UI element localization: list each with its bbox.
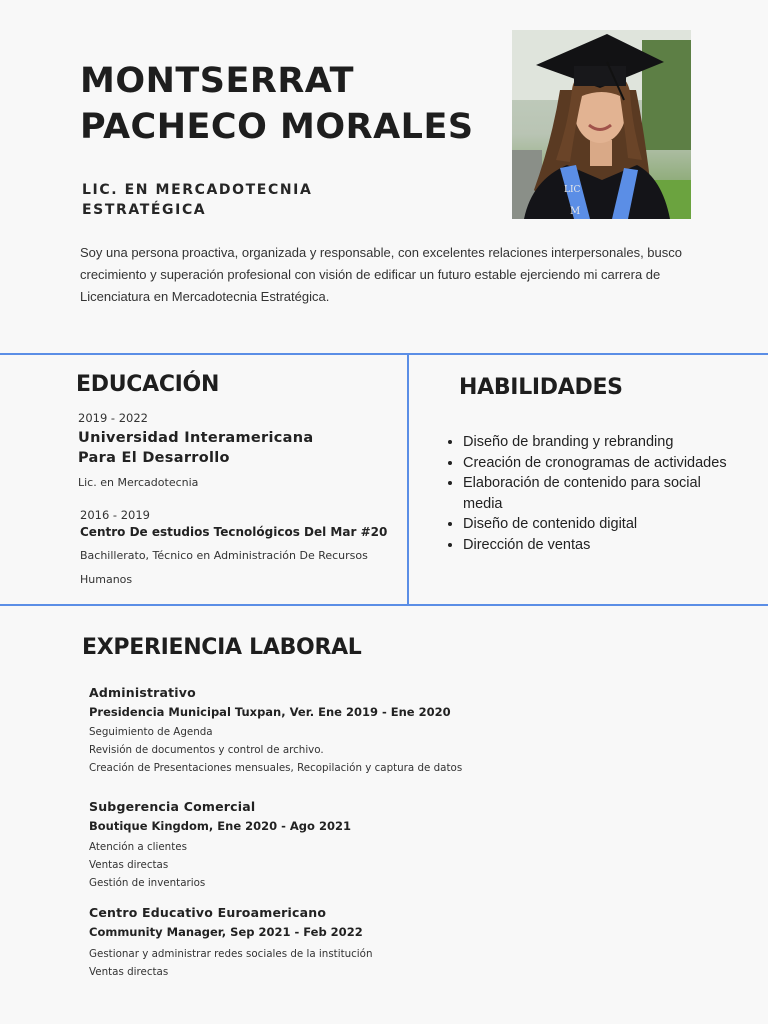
job-subtitle-1: Presidencia Municipal Tuxpan, Ver. Ene 2019 - Ene 2020 xyxy=(89,705,451,719)
skills-heading: HABILIDADES xyxy=(459,375,623,400)
education-years-2: 2016 - 2019 xyxy=(80,508,150,522)
job-title-3: Centro Educativo Euroamericano xyxy=(89,905,327,920)
skills-list xyxy=(444,432,743,555)
graduate-portrait-image xyxy=(512,30,691,219)
name-line-2: PACHECO MORALES xyxy=(80,107,474,147)
job-2-line-2: Ventas directas xyxy=(89,859,169,871)
education-degree-1: Lic. en Mercadotecnia xyxy=(78,476,199,489)
stole-text-top: LIC xyxy=(564,185,581,195)
skill-item: • Diseño de branding y rebranding xyxy=(463,432,743,453)
skill-item: • Elaboración de contenido para social media xyxy=(463,473,743,514)
divider-vertical xyxy=(407,354,409,606)
job-subtitle-3: Community Manager, Sep 2021 - Feb 2022 xyxy=(89,925,363,939)
job-2-line-3: Gestión de inventarios xyxy=(89,877,206,889)
job-1-line-3: Creación de Presentaciones mensuales, Recopilación y captura de datos xyxy=(89,762,463,774)
institution-1-line-2: Para El Desarrollo xyxy=(78,450,230,466)
experience-heading: EXPERIENCIA LABORAL xyxy=(82,635,362,660)
education-institution-1 xyxy=(78,428,313,468)
stole-text-bottom: M xyxy=(570,206,581,217)
education-heading: EDUCACIÓN xyxy=(76,372,220,397)
job-2-line-1: Atención a clientes xyxy=(89,841,187,853)
skill-item: • Dirección de ventas xyxy=(463,535,743,556)
education-degree-2-line-1: Bachillerato, Técnico en Administración De Recursos xyxy=(80,549,368,562)
job-subtitle-2: Boutique Kingdom, Ene 2020 - Ago 2021 xyxy=(89,819,351,833)
profile-summary: Soy una persona proactiva, organizada y responsable, con excelentes relaciones interpersonales, busco crecimiento y superación profesional con visión de edificar un futuro estable ejerciendo mi carrera de Licenciatura en Mercadotecnia Estratégica. xyxy=(80,245,682,304)
institution-1-line-1: Universidad Interamericana xyxy=(78,430,314,446)
name-line-1: MONTSERRAT xyxy=(80,61,355,101)
skill-item: • Creación de cronogramas de actividades xyxy=(463,453,743,474)
divider-top xyxy=(0,353,768,355)
title-line-2: ESTRATÉGICA xyxy=(82,202,207,218)
education-years-1: 2019 - 2022 xyxy=(78,411,148,425)
job-title-1: Administrativo xyxy=(89,685,196,700)
divider-bottom xyxy=(0,604,768,606)
job-title-2: Subgerencia Comercial xyxy=(89,799,256,814)
profile-photo xyxy=(512,30,691,219)
candidate-name xyxy=(80,58,500,150)
job-1-line-2: Revisión de documentos y control de archivo. xyxy=(89,744,324,756)
job-1-line-1: Seguimiento de Agenda xyxy=(89,726,213,738)
professional-title xyxy=(82,180,382,220)
job-3-line-1: Gestionar y administrar redes sociales de la institución xyxy=(89,948,373,960)
education-degree-2-line-2: Humanos xyxy=(80,573,133,586)
skill-item: • Diseño de contenido digital xyxy=(463,514,743,535)
title-line-1: LIC. EN MERCADOTECNIA xyxy=(82,182,313,198)
education-institution-2: Centro De estudios Tecnológicos Del Mar #20 xyxy=(80,525,388,539)
job-3-line-2: Ventas directas xyxy=(89,966,169,978)
